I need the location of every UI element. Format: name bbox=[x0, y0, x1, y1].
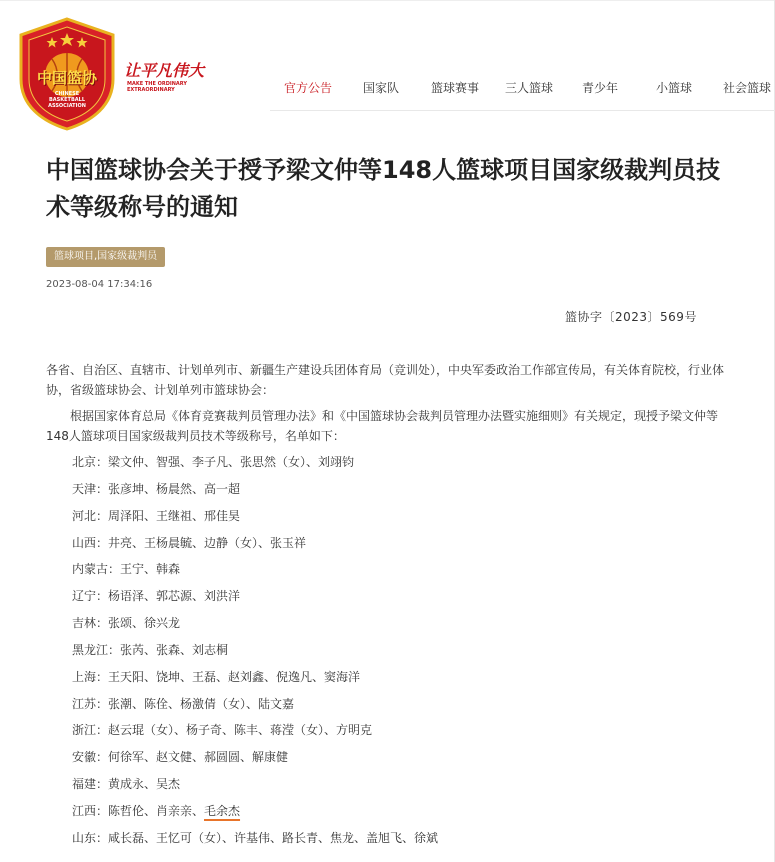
list-item: 山西：井亮、王杨晨毓、边静（女）、张玉祥 bbox=[72, 535, 307, 550]
article-tag[interactable]: 篮球项目,国家级裁判员 bbox=[46, 247, 165, 267]
publish-date: 2023-08-04 17:34:16 bbox=[46, 279, 153, 290]
list-item: 吉林：张颂、徐兴龙 bbox=[72, 616, 181, 631]
list-item: 浙江：赵云琨（女）、杨子奇、陈丰、蒋滢（女）、方明克 bbox=[72, 723, 373, 738]
logo-text-en: CHINESE BASKETBALL ASSOCIATION bbox=[48, 91, 86, 109]
nav-youth[interactable]: 青少年 bbox=[582, 81, 619, 95]
list-item: 内蒙古：王宁、韩森 bbox=[72, 562, 181, 577]
nav-divider bbox=[270, 110, 775, 111]
logo-text-cn: 中国篮协 bbox=[36, 69, 97, 87]
referee-list bbox=[72, 452, 438, 855]
jiangxi-names: 江西：陈哲伦、肖亲亲、 bbox=[72, 803, 205, 818]
nav-social-basketball[interactable]: 社会篮球 bbox=[723, 81, 772, 95]
list-item: 安徽：何徐军、赵文健、郝圆圆、解康健 bbox=[72, 750, 289, 765]
list-item: 福建：黄成永、吴杰 bbox=[72, 777, 181, 792]
document-number: 篮协字〔2023〕569号 bbox=[565, 310, 697, 324]
nav-3x3[interactable]: 三人篮球 bbox=[505, 81, 554, 95]
list-item: 北京：梁文仲、智强、李子凡、张思然（女）、刘翊钧 bbox=[72, 455, 355, 469]
list-item: 黑龙江：张芮、张森、刘志桐 bbox=[72, 642, 229, 657]
nav-events[interactable]: 篮球赛事 bbox=[431, 81, 480, 95]
slogan-en: MAKE THE ORDINARY EXTRAORDINARY bbox=[127, 81, 187, 93]
list-item: 河北：周泽阳、王继祖、邢佳昊 bbox=[72, 508, 241, 523]
body-paragraph: 根据国家体育总局《体育竞赛裁判员管理办法》和《中国篮球协会裁判员管理办法暨实施细则》有关规定，现授予梁文仲等148人篮球项目国家级裁判员技术等级称号，名单如下： bbox=[46, 409, 719, 443]
nav-official-notice[interactable]: 官方公告 bbox=[284, 81, 333, 95]
highlighted-name: 毛余杰 bbox=[204, 803, 241, 818]
list-item-jiangxi bbox=[72, 801, 438, 828]
nav-mini-basketball[interactable]: 小篮球 bbox=[656, 81, 693, 95]
slogan bbox=[124, 58, 224, 102]
list-item: 江苏：张潮、陈佺、杨激倩（女）、陆文嘉 bbox=[72, 696, 295, 711]
slogan-cn: 让平凡伟大 bbox=[124, 61, 205, 80]
salutation: 各省、自治区、直辖市、计划单列市、新疆生产建设兵团体育局（竞训处），中央军委政治工作部宣传局，有关体育院校，行业体协，省级篮球协会、计划单列市篮球协会： bbox=[46, 363, 725, 397]
top-border bbox=[0, 0, 775, 1]
cba-logo[interactable] bbox=[19, 17, 115, 131]
nav-national-team[interactable]: 国家队 bbox=[363, 81, 400, 95]
list-item: 辽宁：杨语泽、郭芯源、刘洪洋 bbox=[72, 589, 241, 604]
list-item: 上海：王天阳、饶坤、王磊、赵刘鑫、倪逸凡、窦海洋 bbox=[72, 669, 361, 684]
article-title: 中国篮球协会关于授予梁文仲等148人篮球项目国家级裁判员技术等级称号的通知 bbox=[46, 156, 721, 221]
list-item: 山东：咸长磊、王忆可（女）、许基伟、路长青、焦龙、盖旭飞、徐斌 bbox=[72, 830, 439, 845]
list-item: 天津：张彦坤、杨晨然、高一超 bbox=[72, 481, 241, 496]
